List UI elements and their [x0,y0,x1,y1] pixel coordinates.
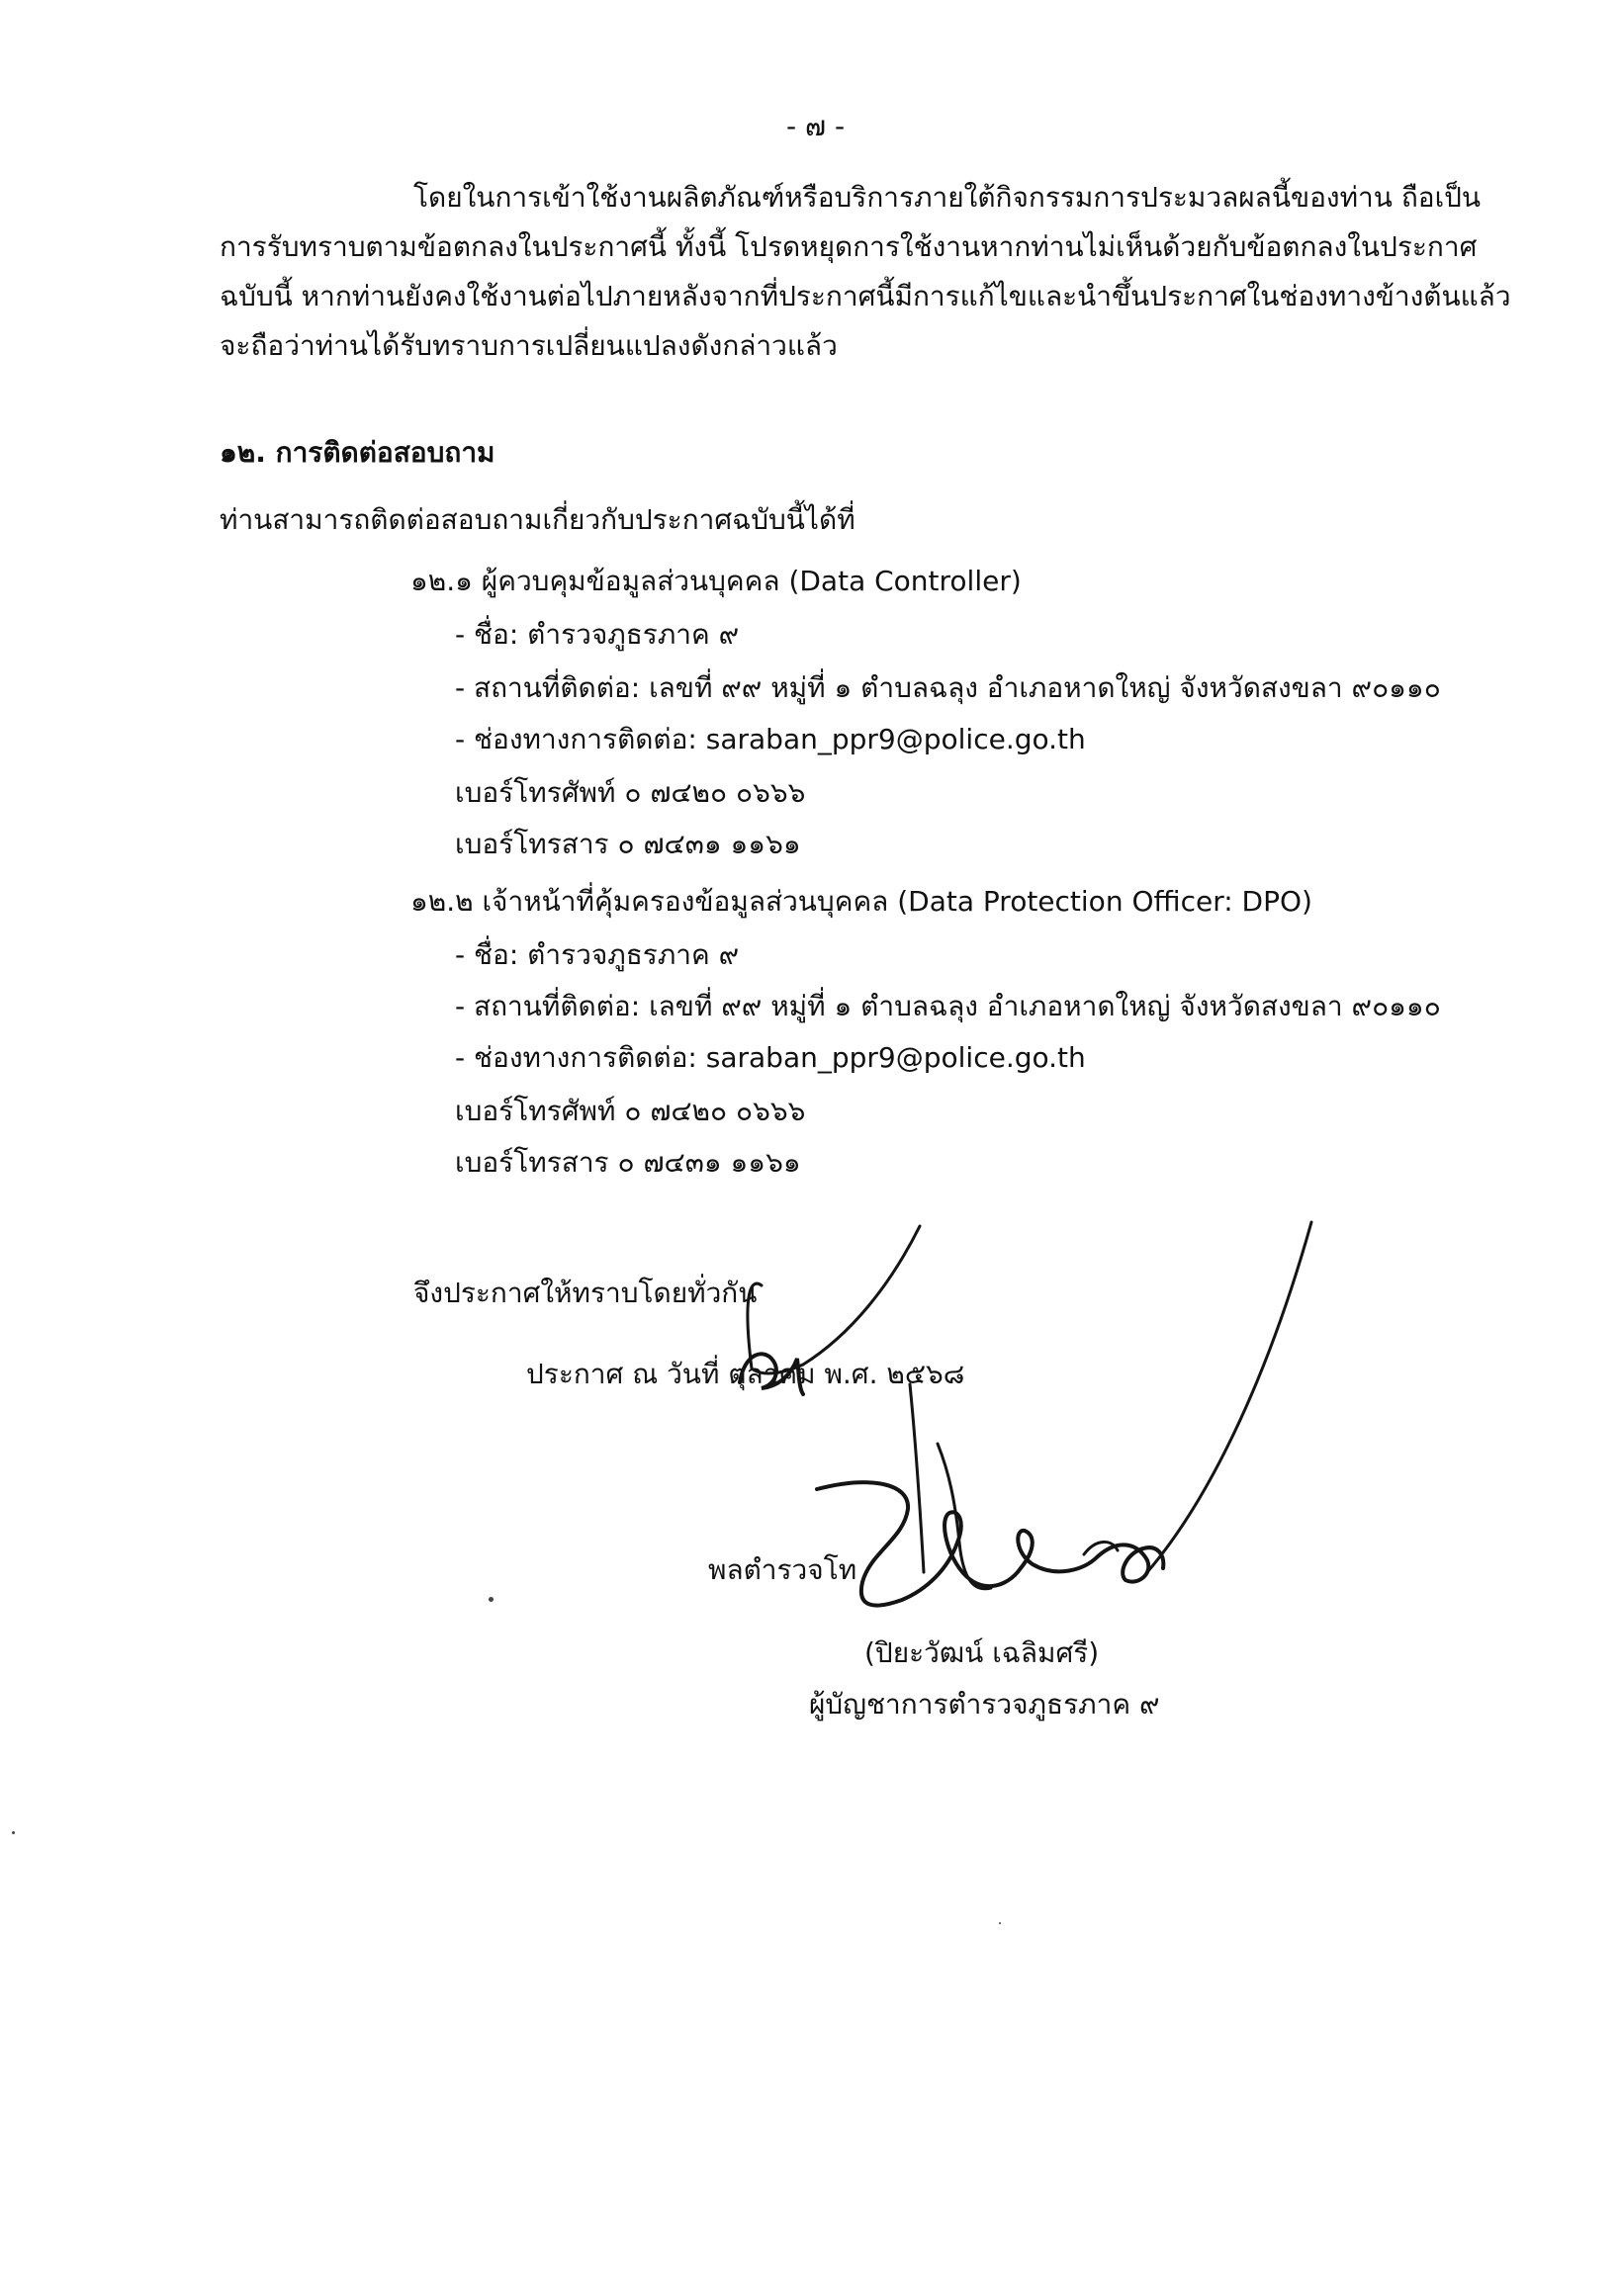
dpo-heading: ๑๒.๒ เจ้าหน้าที่คุ้มครองข้อมูลส่วนบุคคล (Data Protection Officer: DPO) [410,885,1312,918]
signature-stroke-b [910,1384,924,1572]
controller-channel: - ช่องทางการติดต่อ: saraban_ppr9@police.go.th [455,723,1086,755]
page-number: - ๗ - [786,110,846,142]
dpo-name: - ชื่อ: ตำรวจภูธรภาค ๙ [455,938,740,971]
signer-name: (ปิยะวัฒน์ เฉลิมศรี) [864,1636,1100,1669]
controller-phone: เบอร์โทรศัพท์ ๐ ๗๔๒๐ ๐๖๖๖ [455,776,806,809]
section-title: ๑๒. การติดต่อสอบถาม [220,436,495,469]
signature-long-tail [1147,1222,1311,1572]
scan-speck [12,1831,15,1834]
dpo-fax: เบอร์โทรสาร ๐ ๗๔๓๑ ๑๑๖๑ [455,1146,801,1179]
scan-speck [999,1922,1001,1924]
signer-rank: พลตำรวจโท [708,1553,857,1586]
signature-small-curl [1084,1542,1118,1554]
dpo-address: - สถานที่ติดต่อ: เลขที่ ๙๙ หมู่ที่ ๑ ตำบลฉลุง อำเภอหาดใหญ่ จังหวัดสงขลา ๙๐๑๑๐ [455,990,1441,1022]
controller-address: - สถานที่ติดต่อ: เลขที่ ๙๙ หมู่ที่ ๑ ตำบลฉลุง อำเภอหาดใหญ่ จังหวัดสงขลา ๙๐๑๑๐ [455,671,1441,704]
dpo-phone: เบอร์โทรศัพท์ ๐ ๗๔๒๐ ๐๖๖๖ [455,1095,806,1127]
intro-line-3: ฉบับนี้ หากท่านยังคงใช้งานต่อไปภายหลังจากที่ประกาศนี้มีการแก้ไขและนำขึ้นประกาศในช่องทางข้างต้นแล้ว [220,280,1511,312]
scan-speck [489,1597,494,1602]
dpo-channel: - ช่องทางการติดต่อ: saraban_ppr9@police.go.th [455,1041,1086,1074]
closing-date: ประกาศ ณ วันที่ ตุลาคม พ.ศ. ๒๕๖๘ [526,1358,965,1390]
controller-fax: เบอร์โทรสาร ๐ ๗๔๓๑ ๑๑๖๑ [455,828,801,860]
section-lead: ท่านสามารถติดต่อสอบถามเกี่ยวกับประกาศฉบับนี้ได้ที่ [220,503,855,536]
intro-line-2: การรับทราบตามข้อตกลงในประกาศนี้ ทั้งนี้ โปรดหยุดการใช้งานหากท่านไม่เห็นด้วยกับข้อตกลงในประกาศ [220,230,1478,263]
intro-line-1: โดยในการเข้าใช้งานผลิตภัณฑ์หรือบริการภายใต้กิจกรรมการประมวลผลนี้ของท่าน ถือเป็น [413,181,1482,214]
signature-loop [817,1482,1163,1605]
signer-title: ผู้บัญชาการตำรวจภูธรภาค ๙ [809,1688,1160,1721]
closing-announce: จึงประกาศให้ทราบโดยทั่วกัน [413,1277,758,1309]
signature-stroke-a [748,1226,920,1373]
signature-stroke-c [938,1444,991,1589]
controller-name: - ชื่อ: ตำรวจภูธรภาค ๙ [455,618,740,651]
intro-line-4: จะถือว่าท่านได้รับทราบการเปลี่ยนแปลงดังกล่าวแล้ว [220,329,838,362]
controller-heading: ๑๒.๑ ผู้ควบคุมข้อมูลส่วนบุคคล (Data Controller) [410,565,1022,597]
